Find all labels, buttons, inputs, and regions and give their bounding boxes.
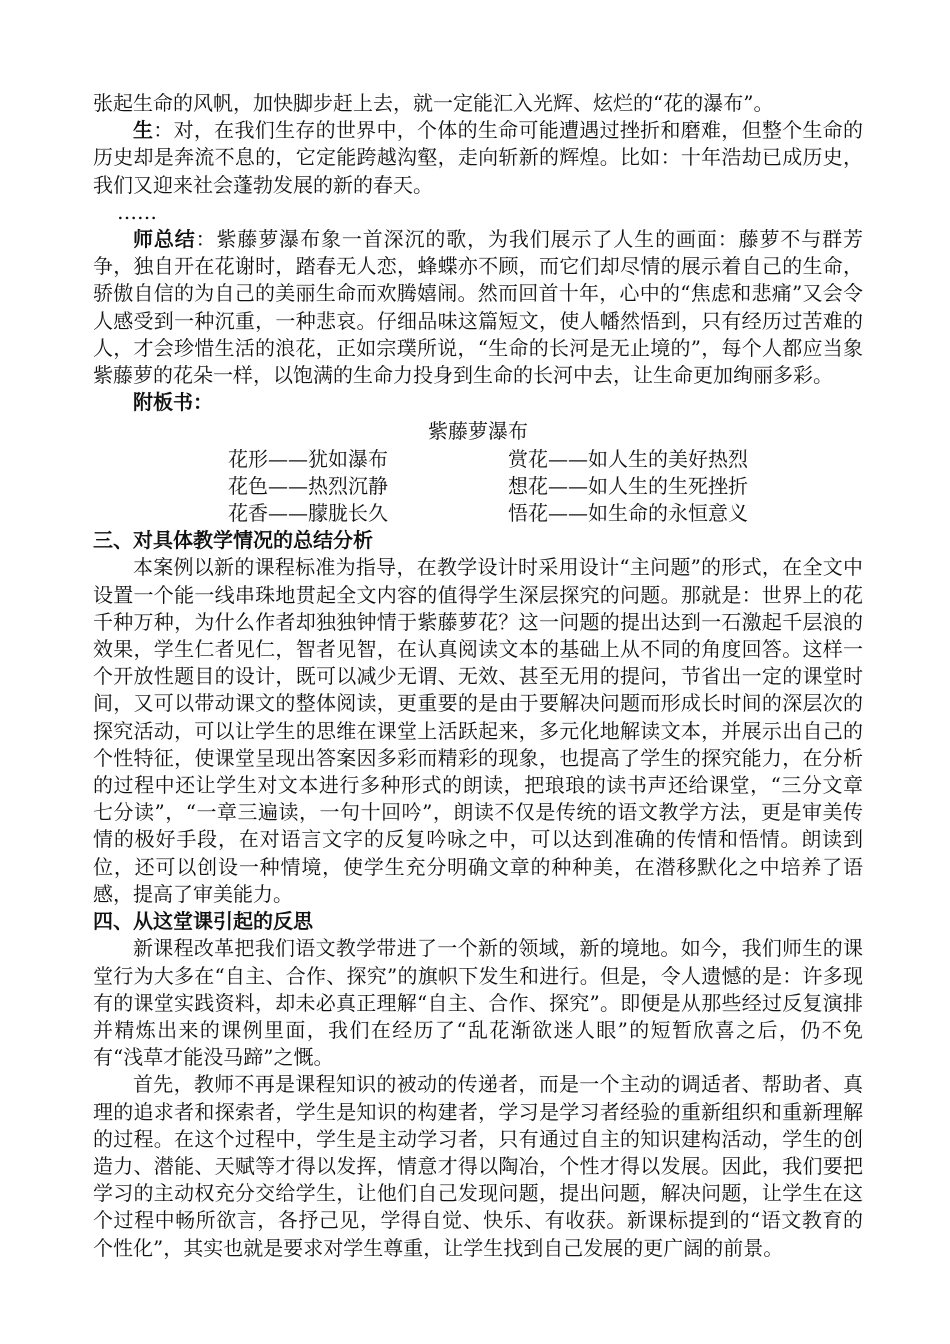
- board-row-left: 花香——朦胧长久: [228, 501, 388, 526]
- board-label: 附板书：: [133, 390, 213, 415]
- teacher-summary-text: ：紫藤萝瀑布象一首深沉的歌，为我们展示了人生的画面：藤萝不与群芳争，独自开在花谢时，踏春无人恋，蜂蝶亦不顾，而它们却尽情的展示着自己的生命，骄傲自信的为自己的美丽生命而欢腾嬉闹。然而回首十年，心中的“焦虑和悲痛”又会令人感受到一种沉重，一种悲哀。仔细品味这篇短文，使人幡然悟到，只有经历过苦难的人，才会珍惜生活的浪花，正如宗璞所说，“生命的长河是无止境的”，每个人都应当象紫藤萝的花朵一样，以饱满的生命力投身到生命的长河中去，让生命更加绚丽多彩。: [93, 227, 864, 388]
- board-row-right: 悟花——如生命的永恒意义: [508, 501, 748, 526]
- teacher-summary-paragraph: [93, 226, 863, 389]
- board-row-right: 想花——如人生的生死挫折: [508, 473, 748, 498]
- board-row: [93, 446, 863, 473]
- continued-paragraph: 张起生命的风帆，加快脚步赶上去，就一定能汇入光辉、炫烂的“花的瀑布”。: [93, 91, 774, 115]
- board-row-right: 赏花——如人生的美好热烈: [508, 446, 748, 471]
- section-4-paragraph-2: 首先，教师不再是课程知识的被动的传递者，而是一个主动的调适者、帮助者、真理的追求者和探索者，学生是知识的构建者，学习是学习者经验的重新组织和重新理解的过程。在这个过程中，学生是主动学习者，只有通过自主的知识建构活动，学生的创造力、潜能、天赋等才得以发挥，情意才得以陶冶，个性才得以发展。因此，我们要把学习的主动权充分交给学生，让他们自己发现问题，提出问题，解决问题，让学生在这个过程中畅所欲言，各抒己见，学得自觉、快乐、有收获。新课标提到的“语文教育的个性化”，其实也就是要求对学生尊重，让学生找到自己发展的更广阔的前景。: [93, 1072, 863, 1260]
- board-row-left: 花形——犹如瀑布: [228, 446, 388, 471]
- board-row-left: 花色——热烈沉静: [228, 473, 388, 498]
- section-4-paragraph-1: 新课程改革把我们语文教学带进了一个新的领域，新的境地。如今，我们师生的课堂行为大多在“自主、合作、探究”的旗帜下发生和进行。但是，令人遗憾的是：许多现有的课堂实践资料，却未必真正理解“自主、合作、探究”。即便是从那些经过反复演排并精炼出来的课例里面，我们在经历了“乱花渐欲迷人眼”的短暂欣喜之后，仍不免有“浅草才能没马蹄”之慨。: [93, 936, 863, 1070]
- section-3-paragraph: 本案例以新的课程标准为指导，在教学设计时采用设计“主问题”的形式，在全文中设置一个能一线串珠地贯起全文内容的值得学生深层探究的问题。那就是：世界上的花千种万种，为什么作者却独独钟情于紫藤萝花？这一问题的提出达到一石激起千层浪的效果，学生仁者见仁，智者见智，在认真阅读文本的基础上从不同的角度回答。这样一个开放性题目的设计，既可以减少无谓、无效、甚至无用的提问，节省出一定的课堂时间，又可以带动课文的整体阅读，更重要的是由于要解决问题而形成长时间的深层次的探究活动，可以让学生的思维在课堂上活跃起来，多元化地解读文本，并展示出自己的个性特征，使课堂呈现出答案因多彩而精彩的现象，也提高了学生的探究能力，在分析的过程中还让学生对文本进行多种形式的朗读，把琅琅的读书声还给课堂，“三分文章七分读”，“一章三遍读，一句十回吟”，朗读不仅是传统的语文教学方法，更是审美传情的极好手段，在对语言文字的反复吟咏之中，可以达到准确的传情和悟情。朗读到位，还可以创设一种情境，使学生充分明确文章的种种美，在潜移默化之中培养了语感，提高了审美能力。: [93, 555, 863, 906]
- student-answer-text: ：对，在我们生存的世界中，个体的生命可能遭遇过挫折和磨难，但整个生命的历史却是奔流不息的，它定能跨越沟壑，走向斩新的辉煌。比如：十年浩劫已成历史，我们又迎来社会蓬勃发展的新的春天。: [93, 118, 864, 197]
- student-label: 生: [133, 118, 154, 143]
- document-page: [93, 90, 863, 1262]
- board-row: [93, 500, 863, 527]
- board-row: [93, 473, 863, 500]
- section-3-heading: 三、对具体教学情况的总结分析: [93, 528, 373, 553]
- teacher-summary-label: 师总结: [133, 227, 196, 252]
- ellipsis: ……: [117, 199, 157, 224]
- board-title: 紫藤萝瀑布: [428, 419, 528, 444]
- student-answer-paragraph: [93, 117, 863, 199]
- section-4-heading: 四、从这堂课引起的反思: [93, 909, 313, 934]
